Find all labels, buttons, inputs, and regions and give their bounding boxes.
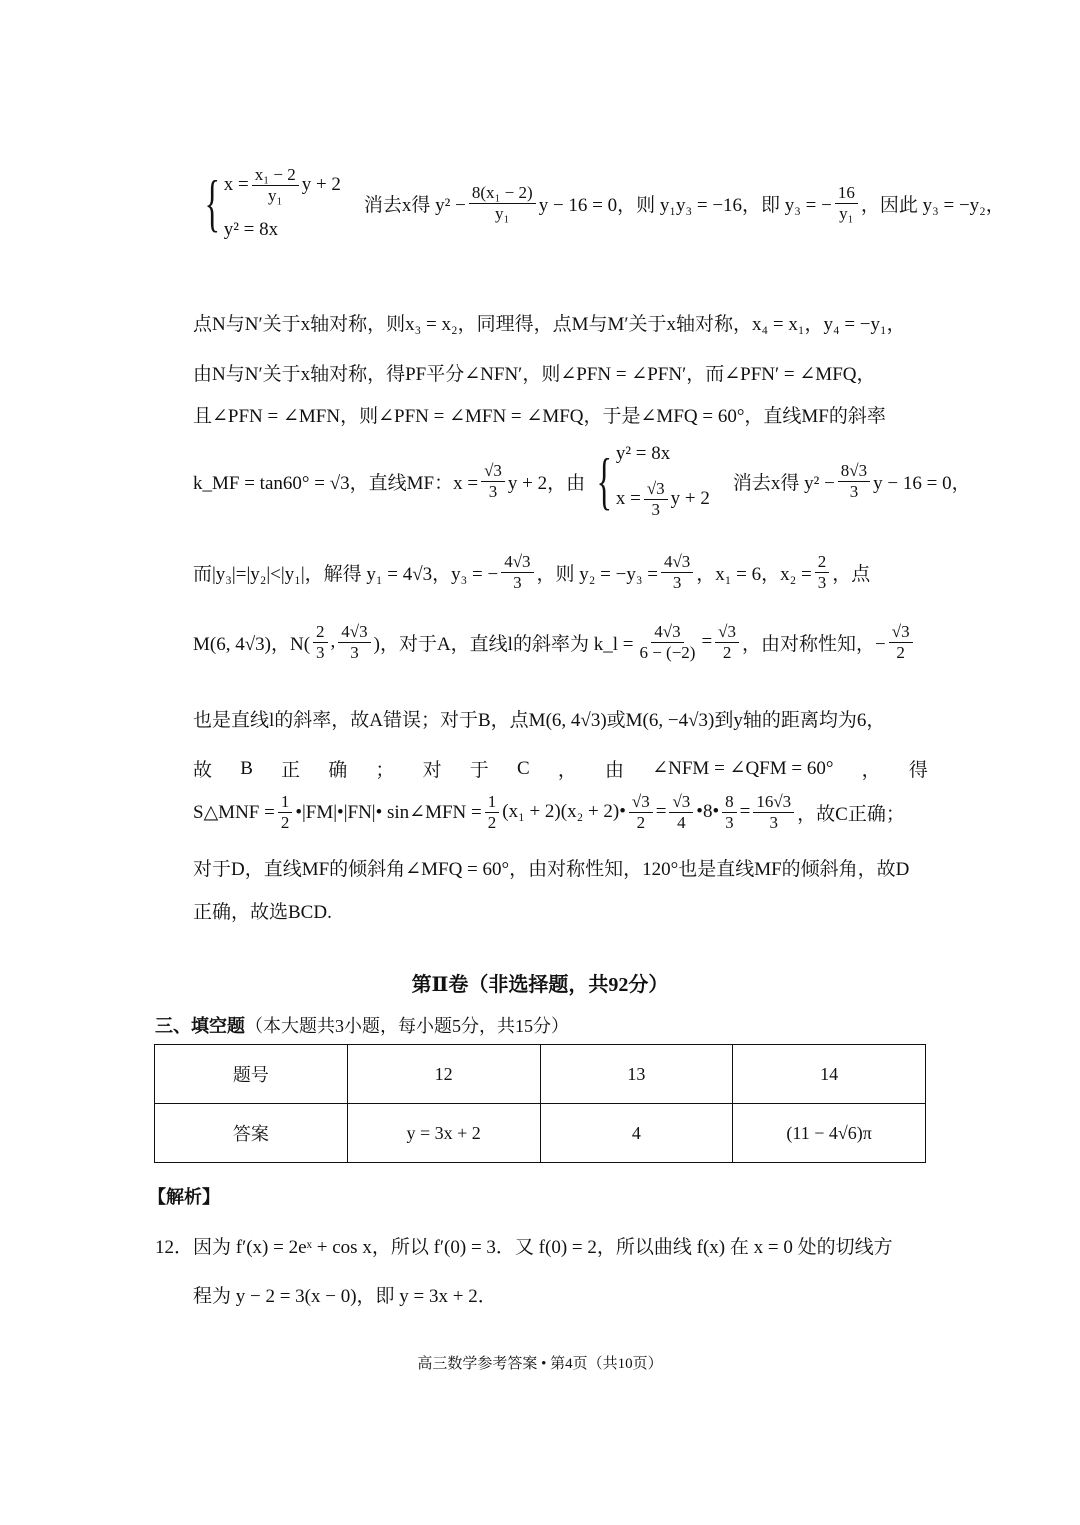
numerator: 8(x₁ − 2)	[469, 183, 536, 204]
table-cell: 题号	[155, 1045, 348, 1104]
q12-line: 程为 y − 2 = 3(x − 0)，即 y = 3x + 2．	[193, 1286, 497, 1307]
brace: {	[596, 445, 613, 517]
denominator: 2	[280, 812, 290, 832]
numerator: 8	[722, 792, 737, 813]
fraction	[469, 183, 536, 223]
math-text: ，因此 y₃ = −y₂，	[860, 194, 1005, 216]
denominator: 3	[350, 642, 359, 662]
numerator: √3	[715, 622, 739, 643]
math-text: y + 2，由	[507, 472, 586, 494]
table-cell: (11 − 4√6)π	[733, 1104, 926, 1163]
math-text: ,	[330, 631, 336, 653]
denominator: 3	[316, 642, 325, 662]
fraction	[715, 622, 739, 662]
math-text: 确	[328, 760, 348, 781]
math-text: ，x₁ = 6，x₂ =	[696, 563, 812, 585]
math-text: 正确，故选BCD.	[193, 902, 332, 923]
denominator: 3	[817, 572, 827, 592]
math-text: 得	[908, 760, 928, 781]
part-title: 第Ⅱ卷（非选择题，共92分）	[411, 974, 669, 996]
table-cell: 4	[540, 1104, 733, 1163]
numerator: √3	[644, 479, 668, 500]
page-footer: 高三数学参考答案 • 第4页（共10页）	[417, 1356, 663, 1372]
numerator: 16√3	[753, 792, 794, 813]
math-text: x =	[615, 488, 641, 510]
solution-line	[193, 443, 971, 519]
denominator: 6 − (−2)	[639, 642, 696, 662]
fraction	[815, 552, 830, 592]
numerator: 8√3	[838, 461, 870, 482]
fraction	[722, 792, 737, 832]
solution-line	[193, 359, 928, 386]
table-cell: 12	[347, 1045, 540, 1104]
fraction	[313, 622, 328, 662]
solution-line	[193, 401, 928, 428]
section-label: 三、填空题	[155, 1016, 245, 1036]
denominator: 2	[487, 812, 497, 832]
fraction	[644, 479, 668, 519]
equation-system	[589, 443, 710, 519]
solution-line	[193, 705, 928, 732]
fraction	[338, 622, 370, 662]
math-text: •8•	[696, 801, 720, 823]
math-text: B	[240, 757, 253, 779]
fraction	[753, 792, 794, 832]
numerator: 4√3	[661, 552, 693, 573]
math-text: y − 16 = 0，	[873, 472, 971, 494]
denominator: y₁	[839, 203, 854, 223]
fraction	[278, 792, 293, 832]
system-row	[616, 479, 710, 519]
math-text: y − 16 = 0，则 y₁y₃ = −16，即 y₃ = −	[538, 194, 832, 216]
table-row	[155, 1104, 926, 1163]
system-row	[616, 443, 710, 465]
system-row	[224, 165, 341, 205]
fraction	[669, 792, 693, 832]
denominator: 4	[677, 812, 686, 832]
numerator: x₁ − 2	[252, 165, 299, 186]
solution-line	[193, 622, 928, 662]
denominator: 2	[722, 642, 732, 662]
math-text: ，	[861, 760, 881, 781]
fraction	[661, 552, 693, 592]
table-cell: 13	[540, 1045, 733, 1104]
math-text: 正	[281, 760, 301, 781]
math-text: 对于D，直线MF的倾斜角∠MFQ = 60°，由对称性知，120°也是直线MF的倾斜角，故D	[193, 859, 910, 880]
denominator: 3	[672, 572, 682, 592]
math-text: =	[655, 801, 667, 823]
numerator: 2	[815, 552, 830, 573]
math-text: ，由对称性知，−	[742, 633, 886, 655]
denominator: 3	[513, 572, 522, 592]
math-text: 由N与N′关于x轴对称，得PF平分∠NFN′，则∠PFN = ∠PFN′，而∠PFN′ = ∠MFQ，	[193, 364, 876, 385]
math-text: 而|y₃|=|y₂|<|y₁|，解得 y₁ = 4√3，y₃ = −	[193, 563, 499, 585]
table-cell: 14	[733, 1045, 926, 1104]
solution-line	[193, 552, 928, 592]
math-text: 对	[422, 760, 442, 781]
numerator: 4√3	[338, 622, 370, 643]
math-text: x =	[223, 174, 249, 196]
math-text: S△MNF =	[193, 801, 275, 823]
numerator: √3	[629, 792, 653, 813]
brace: {	[204, 167, 221, 239]
math-text: ，	[557, 760, 577, 781]
math-text: 故	[193, 760, 213, 781]
solution-line	[193, 854, 928, 881]
math-text: ∠NFM = ∠QFM = 60°	[652, 758, 834, 779]
math-text: 由	[605, 760, 625, 781]
fraction	[481, 461, 505, 501]
fraction	[636, 622, 698, 662]
system-rows	[616, 443, 710, 519]
table-cell: 答案	[155, 1104, 348, 1163]
math-text: ，则 y₂ = −y₃ =	[536, 563, 658, 585]
fraction	[889, 622, 913, 662]
math-text: 消去x得 y² −	[344, 194, 466, 216]
numerator: 1	[278, 792, 293, 813]
answer-table	[154, 1044, 926, 1163]
denominator: y₁	[267, 185, 283, 205]
math-text: M(6, 4√3)，N(	[193, 633, 311, 655]
analysis-label: 【解析】	[148, 1187, 220, 1207]
math-text: ，点	[832, 563, 871, 585]
fraction	[501, 552, 533, 592]
table-row	[155, 1045, 926, 1104]
equation-system	[197, 165, 341, 241]
math-text: 消去x得 y² −	[713, 472, 835, 494]
denominator: 2	[896, 642, 905, 662]
math-text: =	[739, 801, 751, 823]
math-text: 且∠PFN = ∠MFN，则∠PFN = ∠MFN = ∠MFQ，于是∠MFQ = 60°，直线MF的斜率	[193, 406, 886, 427]
fraction	[835, 183, 858, 223]
math-text: y² = 8x	[615, 443, 671, 464]
numerator: √3	[481, 461, 505, 482]
numerator: 2	[313, 622, 328, 643]
numerator: 1	[485, 792, 500, 813]
math-text: =	[701, 631, 713, 653]
math-text: •|FM|•|FN|• sin∠MFN =	[295, 801, 482, 823]
numerator: 4√3	[651, 622, 683, 643]
denominator: 3	[488, 481, 498, 501]
numerator: √3	[669, 792, 693, 813]
numerator: 16	[835, 183, 858, 204]
math-text: ，故C正确；	[797, 803, 905, 825]
solution-line	[193, 165, 1005, 241]
numerator: 4√3	[501, 552, 533, 573]
math-text: 也是直线l的斜率，故A错误；对于B，点M(6, 4√3)或M(6, −4√3)到y轴的距离均为6，	[193, 710, 886, 731]
fraction	[252, 165, 299, 205]
solution-line	[193, 309, 928, 336]
denominator: 2	[636, 812, 646, 832]
numerator: √3	[889, 622, 913, 643]
system-row	[224, 219, 341, 241]
denominator: y₁	[495, 203, 510, 223]
math-text: y² = 8x	[223, 219, 279, 241]
math-text: 点N与N′关于x轴对称，则x₃ = x₂，同理得，点M与M′关于x轴对称，x₄ = x₁，y₄ = −y₁，	[193, 314, 906, 335]
section-desc: （本大题共3小题，每小题5分，共15分）	[245, 1016, 569, 1036]
denominator: 3	[651, 499, 660, 519]
math-text: y + 2	[670, 488, 710, 510]
math-text: C	[516, 757, 530, 779]
math-text: 于	[469, 760, 489, 781]
math-text: )，对于A，直线l的斜率为 k_l =	[373, 633, 634, 655]
fraction	[629, 792, 653, 832]
math-text: ；	[375, 760, 395, 781]
q12-line: 12．因为 f′(x) = 2eˣ + cos x，所以 f′(0) = 3．又 f(0) = 2，所以曲线 f(x) 在 x = 0 处的切线方	[155, 1237, 893, 1258]
denominator: 3	[849, 481, 859, 501]
solution-line	[193, 755, 928, 782]
math-text: k_MF = tan60° = √3，直线MF：x =	[193, 472, 479, 494]
solution-line	[193, 897, 928, 924]
fraction	[485, 792, 500, 832]
system-rows	[224, 165, 341, 241]
table-cell: y = 3x + 2	[347, 1104, 540, 1163]
fraction	[838, 461, 870, 501]
section-heading	[155, 1012, 569, 1038]
math-text: (x₁ + 2)(x₂ + 2)•	[502, 801, 626, 823]
denominator: 3	[725, 812, 734, 832]
denominator: 3	[769, 812, 778, 832]
math-text: y + 2	[301, 174, 341, 196]
solution-line	[193, 792, 928, 832]
